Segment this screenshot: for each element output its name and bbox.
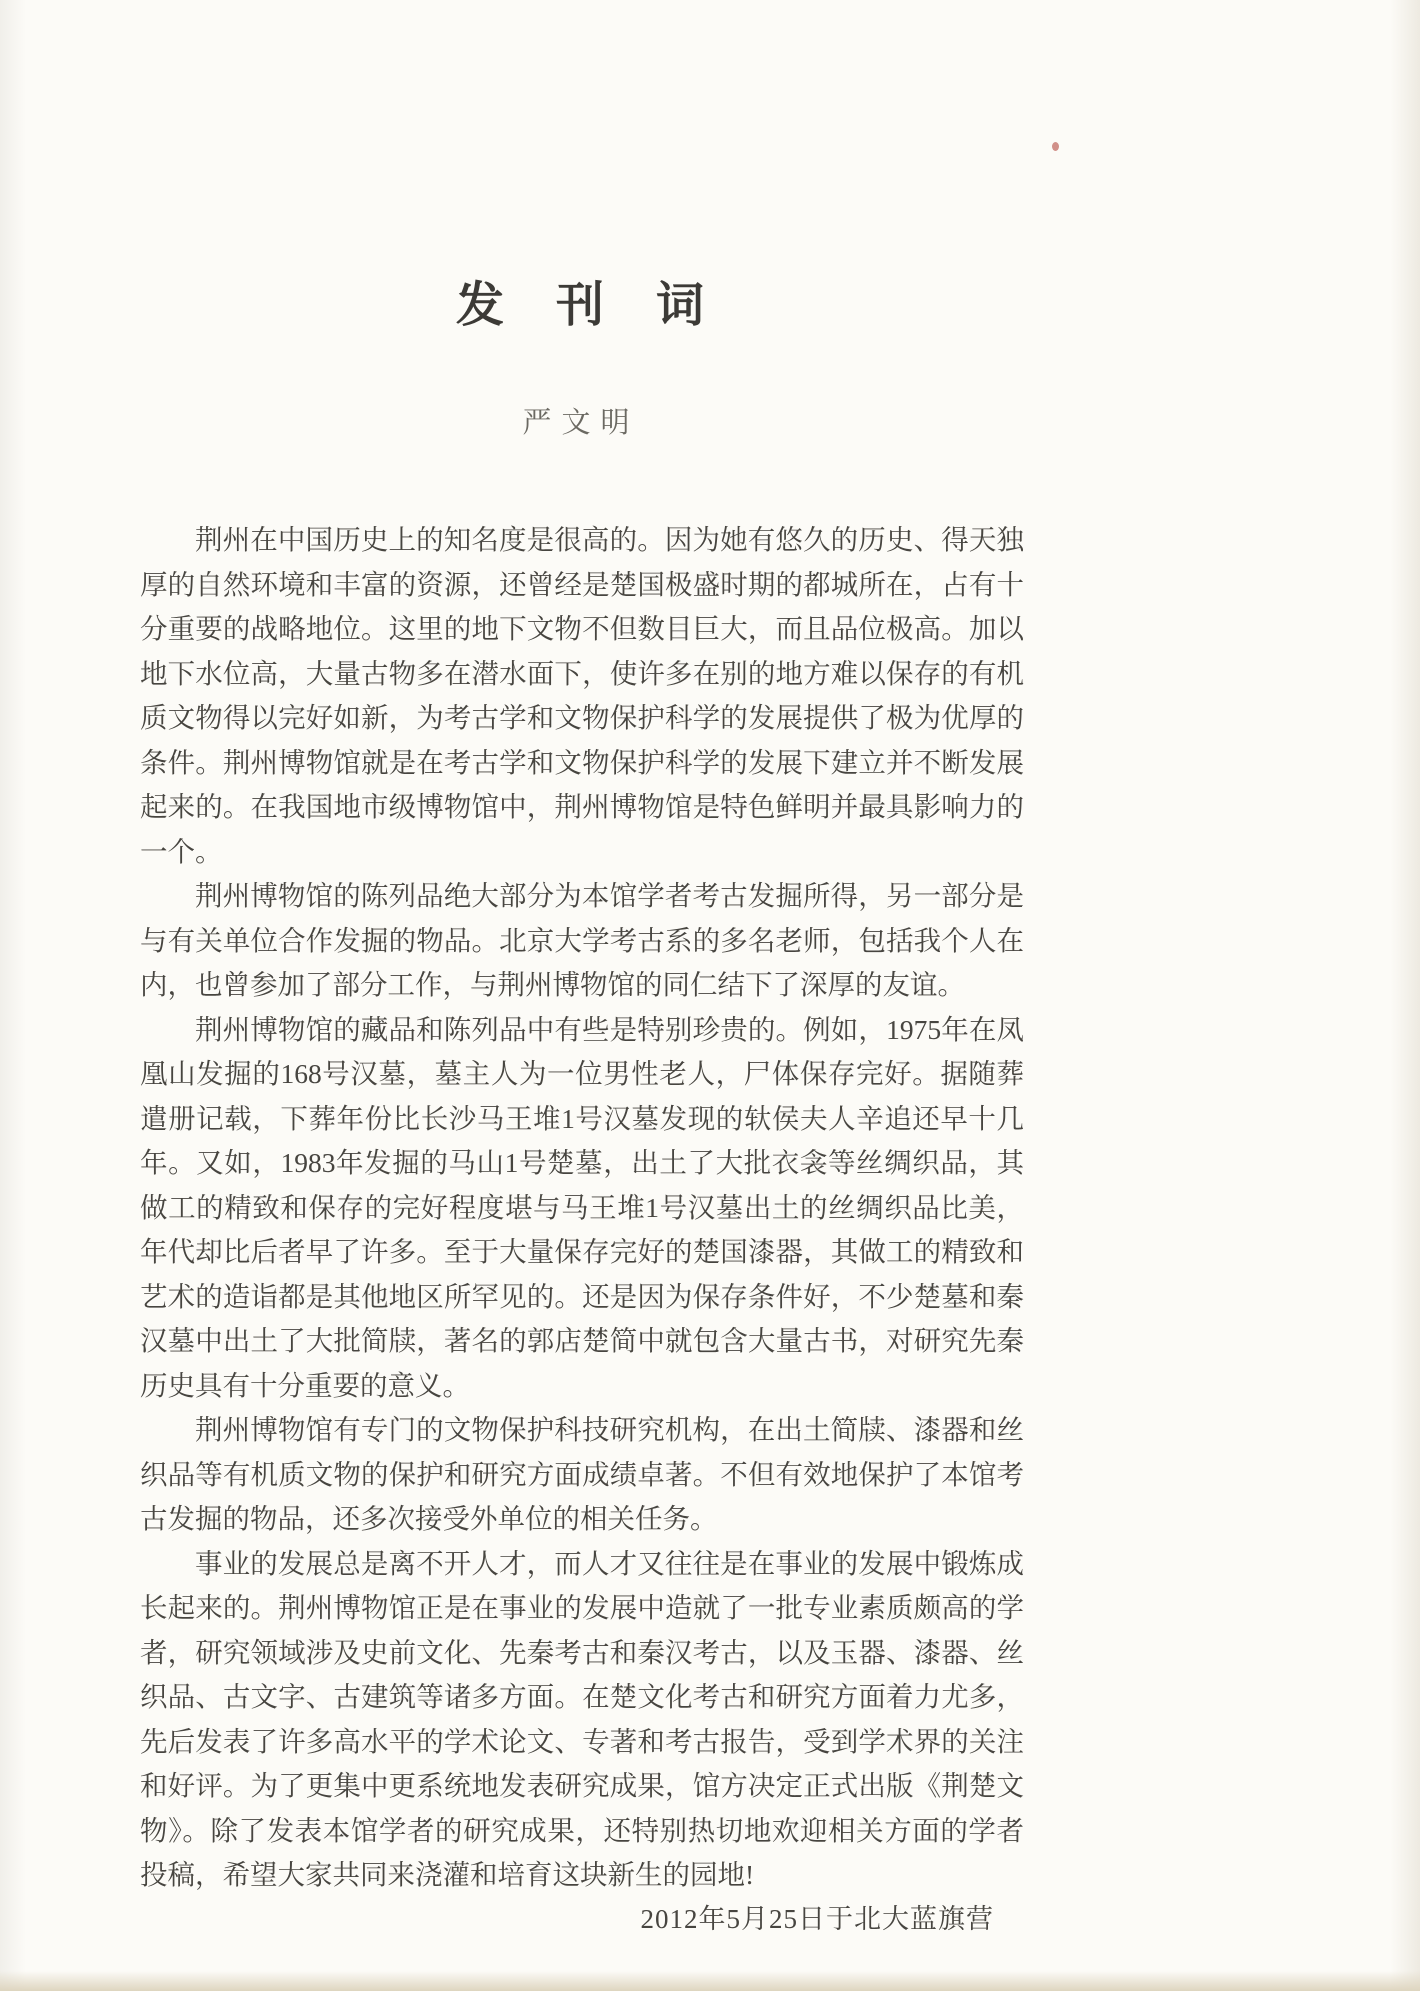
document-title: 发 刊 词: [455, 279, 706, 332]
body-paragraph-4: 荆州博物馆有专门的文物保护科技研究机构，在出土简牍、漆器和丝织品等有机质文物的保护和研究方面成绩卓著。不但有效地保护了本馆考古发掘的物品，还多次接受外单位的相关任务。: [140, 1414, 1024, 1534]
page-bottom-edge: [0, 1971, 1420, 1991]
page-left-edge-shadow: [0, 0, 26, 1991]
author-name: 严文明: [522, 407, 640, 439]
body-paragraph-1: 荆州在中国历史上的知名度是很高的。因为她有悠久的历史、得天独厚的自然环境和丰富的资源，还曾经是楚国极盛时期的都城所在，占有十分重要的战略地位。这里的地下文物不但数目巨大，而且品位极高。加以地下水位高，大量古物多在潜水面下，使许多在别的地方难以保存的有机质文物得以完好如新，为考古学和文物保护科学的发展提供了极为优厚的条件。荆州博物馆就是在考古学和文物保护科学的发展下建立并不断发展起来的。在我国地市级博物馆中，荆州博物馆是特色鲜明并最具影响力的一个。: [140, 524, 1024, 867]
body-text: [140, 518, 1024, 1898]
body-paragraph-3: 荆州博物馆的藏品和陈列品中有些是特别珍贵的。例如，1975年在凤凰山发掘的168号汉墓，墓主人为一位男性老人，尸体保存完好。据随葬遣册记载，下葬年份比长沙马王堆1号汉墓发现的轪侯夫人辛追还早十几年。又如，1983年发掘的马山1号楚墓，出土了大批衣衾等丝绸织品，其做工的精致和保存的完好程度堪与马王堆1号汉墓出土的丝绸织品比美，年代却比后者早了许多。至于大量保存完好的楚国漆器，其做工的精致和艺术的造诣都是其他地区所罕见的。还是因为保存条件好，不少楚墓和秦汉墓中出土了大批简牍，著名的郭店楚简中就包含大量古书，对研究先秦历史具有十分重要的意义。: [140, 1013, 1024, 1401]
body-paragraph-2: 荆州博物馆的陈列品绝大部分为本馆学者考古发掘所得，另一部分是与有关单位合作发掘的物品。北京大学考古系的多名老师，包括我个人在内，也曾参加了部分工作，与荆州博物馆的同仁结下了深厚的友谊。: [140, 880, 1024, 1000]
dateline: 2012年5月25日于北大蓝旗营: [640, 1904, 994, 1934]
red-speck-scan-artifact: [1052, 142, 1059, 151]
page-right-edge-shadow: [1390, 0, 1420, 1991]
body-paragraph-5: 事业的发展总是离不开人才，而人才又往往是在事业的发展中锻炼成长起来的。荆州博物馆正是在事业的发展中造就了一批专业素质颇高的学者，研究领域涉及史前文化、先秦考古和秦汉考古，以及玉器、漆器、丝织品、古文字、古建筑等诸多方面。在楚文化考古和研究方面着力尤多，先后发表了许多高水平的学术论文、专著和考古报告，受到学术界的关注和好评。为了更集中更系统地发表研究成果，馆方决定正式出版《荆楚文物》。除了发表本馆学者的研究成果，还特别热切地欢迎相关方面的学者投稿，希望大家共同来浇灌和培育这块新生的园地!: [140, 1547, 1024, 1890]
